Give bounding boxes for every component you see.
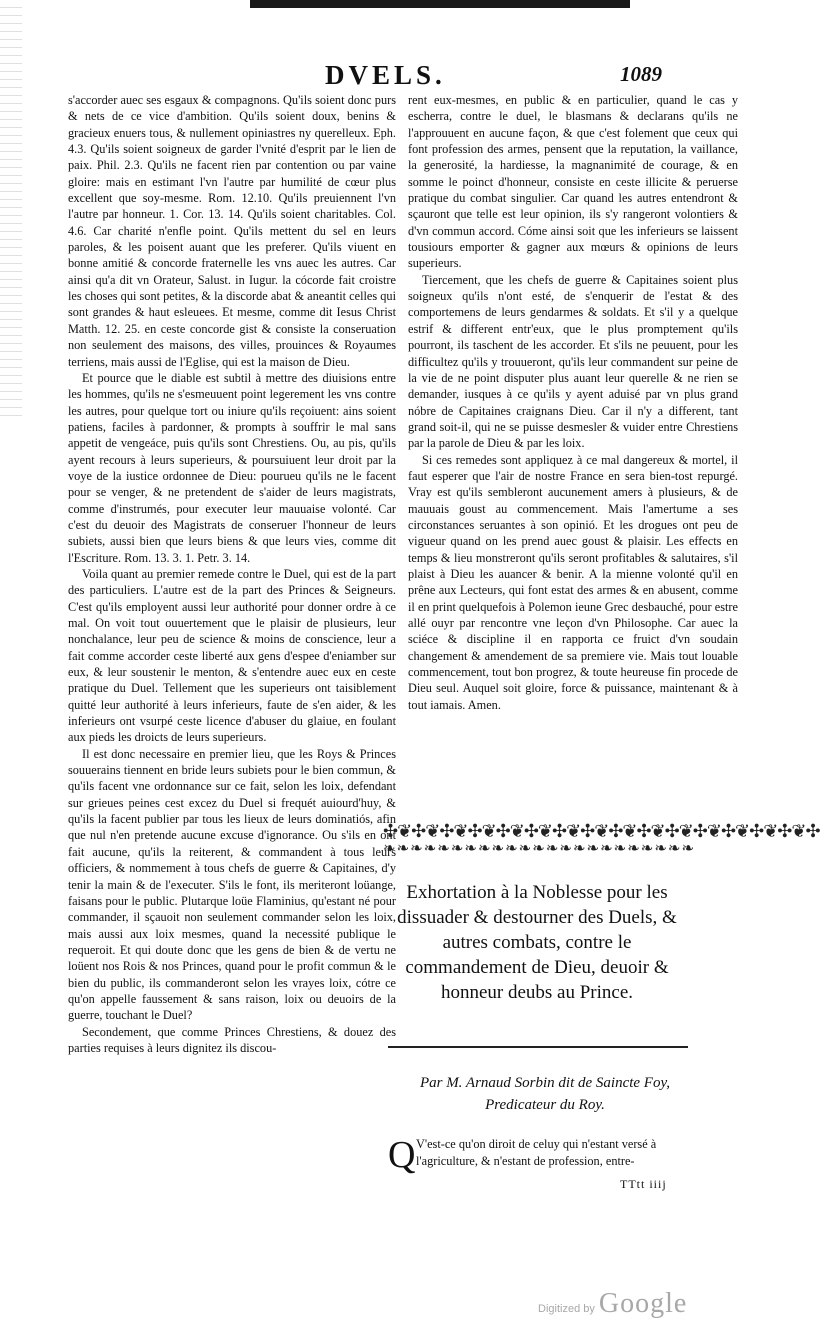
section-title: Exhortation à la Noblesse pour les dissuader & destourner des Duels, & autres combats, contre le commandement de Dieu, deuoir & honneur deubs au Prince. — [397, 882, 677, 1003]
binding-gutter — [0, 0, 22, 420]
right-paragraph-2: Tiercement, que les chefs de guerre & Capitaines soient plus soigneux qu'ils n'ont esté, de s'enquerir de l'estat & des comportemens de leurs gendarmes & soldats. Et s'il y a quelque estrif & different entr'eux, que le plus promptement qu'ils pourront, ils taschent de les accorder. Et s'ils ne peuuent, pour les difficultez qu'ils y trouueront, qu'ils leur commandent sur peine de la vie de ne point disputer plus auant leur querelle & ne rien se demander, iusques à ce qu'ils y ayent aduisé par vn plus grand nóbre de Capitaines craignans Dieu. Car il n'y a different, tant grand soit-il, qui ne se puisse desmesler & vuider entre Chrestiens par la parole de Dieu & par les loix. — [408, 272, 738, 451]
left-paragraph-2: Et pource que le diable est subtil à mettre des diuisions entre les hommes, qu'ils ne s'esmeuuent point legerement les vns contre les autres, pour quelque tort ou iniure qu'ils reçoiuent: ains soient patiens, faciles à pardonner, & prompts à souffrir le mal sans appetit de vengeáce, puis qu'ils sont Chrestiens. Ou, au pis, qu'ils ayent recours à leurs superieurs, & poursuiuent leur droit par la voye de la iustice ordonnee de Dieu: pourueu qu'ils ne le facent pour se venger, & ne pretendent de s'aider de leurs magistrats, comme d'instrumés, pour executer leur mauuaise volonté. Car c'est du deuoir des Magistrats de conseruer l'honneur de leurs subiets, aussi bien que leurs biens & que leurs vies, comme dit l'Escriture. Rom. 13. 3. 1. Petr. 3. 14. — [68, 370, 396, 565]
left-paragraph-4: Il est donc necessaire en premier lieu, que les Roys & Princes souuerains tiennent en bride leurs subiets pour le bien commun, & qu'ils facent vne ordonnance sur ce fait, selon les loix, defendant sur grieues peines cest excez du Duel si frequét auiourd'huy, & qu'ils la facent publier par tous les lieux de leurs dominatiós, afin que nul n'en pretende aucune excuse d'ignorance. Ou s'ils en ont fait aucune, qu'ils la reiterent, & commandent à tous leurs officiers, & nommement à tous chefs de guerre & Capitaines, d'y tenir la main & de l'executer. S'ils le font, ils meriteront loüange, faisans pour le public. Plutarque loüe Flaminius, qu'estant né pour commander, il sçauoit non seulement commander selon les loix, mais aussi aux loix mesmes, quand la necessité publique le requeroit. Et qui doute donc que les gens de bien & de vertu ne loüent nos Rois & nos Princes, quand pour le profit commun & le bien du public, ils commanderont selon les vrayes loix, cótre ce qu'on appelle faussement & sans raison, loix ou deuoirs de la guerre, touchant le Duel? — [68, 746, 396, 1023]
drop-cap: Q — [388, 1134, 416, 1176]
digitized-watermark — [538, 1288, 687, 1320]
fleuron-ornament: ✣❦✣❦✣❦✣❦✣❦✣❦✣❦✣❦✣❦✣❦✣❦✣❦✣❦✣❦✣❦✣ ❧❧❧❧❧❧❧❧❧❧❧❧❧❧❧❧❧❧❧❧❧❧❧ — [383, 821, 820, 857]
left-paragraph-1: s'accorder auec ses esgaux & compagnons. Qu'ils soient donc purs & nets de ce vice d'ambition. Qu'ils soient doux, benins & gracieux enuers tous, & nullement opiniastres ny querelleux. Eph. 4.3. Qu'ils soient soigneux de garder l'vnité d'esprit par le lien de paix. Phil. 2.3. Qu'ils ne facent rien par contention ou par vaine gloire: mais en estimant l'vn l'autre par humilité de cœur plus excellent que soy-mesme. Rom. 12.10. Qu'ils preuiennent l'vn l'autre par honneur. 1. Cor. 13. 14. Qu'ils soient charitables. Col. 4.6. Car charité n'enfle point. Qu'ils mettent du sel en leurs paroles, & les poisent auant que les preferer. Qu'ils viuent en bonne amitié & concorde fraternelle les vns auec les autres. Car ainsi qu'a dit vn Orateur, Salust. in Iugur. la cócorde fait croistre les choses qui sont petites, & la discorde abat & aneantit celles qui sont grandes & haut esleuees. Et mesme, comme dit Iesus Christ Matth. 12. 25. en ceste concorde gist & consiste la conseruation non seulement des maisons, des villes, prouinces & Royaumes terriens, mais aussi de l'Eglise, qui est la maison de Dieu. — [68, 93, 396, 369]
page-number: 1089 — [620, 62, 662, 86]
google-logo: Google — [598, 1288, 688, 1319]
left-paragraph-3: Voila quant au premier remede contre le Duel, qui est de la part des particuliers. L'autre est de la part des Princes & Seigneurs. C'est qu'ils employent aussi leur authorité pour donner ordre à ce mal. On voit tout ouuertement que le plaisir de plusieurs, leur nonchalance, leur peu de science & moins de conscience, leur a fait comme accorder ceste liberté aux gens d'espee d'eniamber sur eux, & leur soustenir le menton, & s'entendre auec eux en ceste pratique du Duel. Tellement que les superieurs ont taisiblement quitté leur authorité à leurs inferieurs, faute de s'en aider, & les inferieurs ont vsurpé ceste licence d'abuser du glaiue, en foulant aux pieds les droicts de leurs superieurs. — [68, 566, 396, 745]
right-paragraph-3: Si ces remedes sont appliquez à ce mal dangereux & mortel, il faut esperer que l'air de nostre France en sera bien-tost repurgé. Vray est qu'ils sembleront aucunement amers à plusieurs, & de mauuais goust au commencement. Mais l'amertume a ses circonstances seruantes à son opinió. Et les drogues ont peu de vigueur quand on les prend auec goust & plaisir. Les effects en temps & lieu monstreront qu'ils seront profitables & salutaires, s'il plaist à Dieu les auancer & benir. A la mienne volonté qu'il en prêne aux Lecteurs, qui font estat des armes & en abusent, comme il en print quelquefois à Polemon ieune Grec desbauché, pour estre allé ouyr par rencontre vne leçon d'vn Philosophe. Car auec la sciéce & discipline il en rapporta ce fruict d'vn soudain changement & amendement de sa premiere vie. Mais tout louable commencement, tout bon progrez, & toute heureuse fin procede de Dieu seul. Auquel soit gloire, force & puissance, maintenant & à tout iamais. Amen. — [408, 452, 738, 712]
right-paragraph-1: rent eux-mesmes, en public & en particulier, quand le cas y escherra, contre le duel, le blasmans & declarans qu'ils ne l'approuuent en aucune façon, & que c'est folement que ceux qui font profession des armes, pensent que la reputation, la vaillance, la generosité, la hardiesse, la magnanimité de courage, & en somme le poinct d'honneur, consiste en ceste illicite & peruerse pratique du combat singulier. Car quand les autres entendront & sçauront que telle est leur opinion, ils s'y rangeront volontiers & d'vn commun accord. Cóme ainsi soit que les inferieurs se laissent tousiours emporter & gagner aux mœurs & opinions de leurs superieurs. — [408, 93, 738, 271]
left-column — [68, 92, 396, 1056]
top-edge-rule — [250, 0, 630, 8]
signature-mark: TTtt iiij — [620, 1177, 667, 1191]
watermark-small-text: Digitized by — [538, 1303, 595, 1315]
title-divider — [388, 1046, 688, 1048]
author-byline: Par M. Arnaud Sorbin dit de Saincte Foy, Predicateur du Roy. — [419, 1075, 671, 1113]
left-paragraph-5: Secondement, que comme Princes Chrestiens, & douez des parties requises à leurs dignitez ils discou- — [68, 1024, 396, 1055]
running-head: DVELS. — [325, 60, 446, 90]
opening-paragraph — [388, 1134, 698, 1176]
right-column — [408, 92, 738, 713]
opening-text: V'est-ce qu'on diroit de celuy qui n'estant versé à l'agriculture, & n'estant de profession, entre- — [416, 1137, 657, 1168]
